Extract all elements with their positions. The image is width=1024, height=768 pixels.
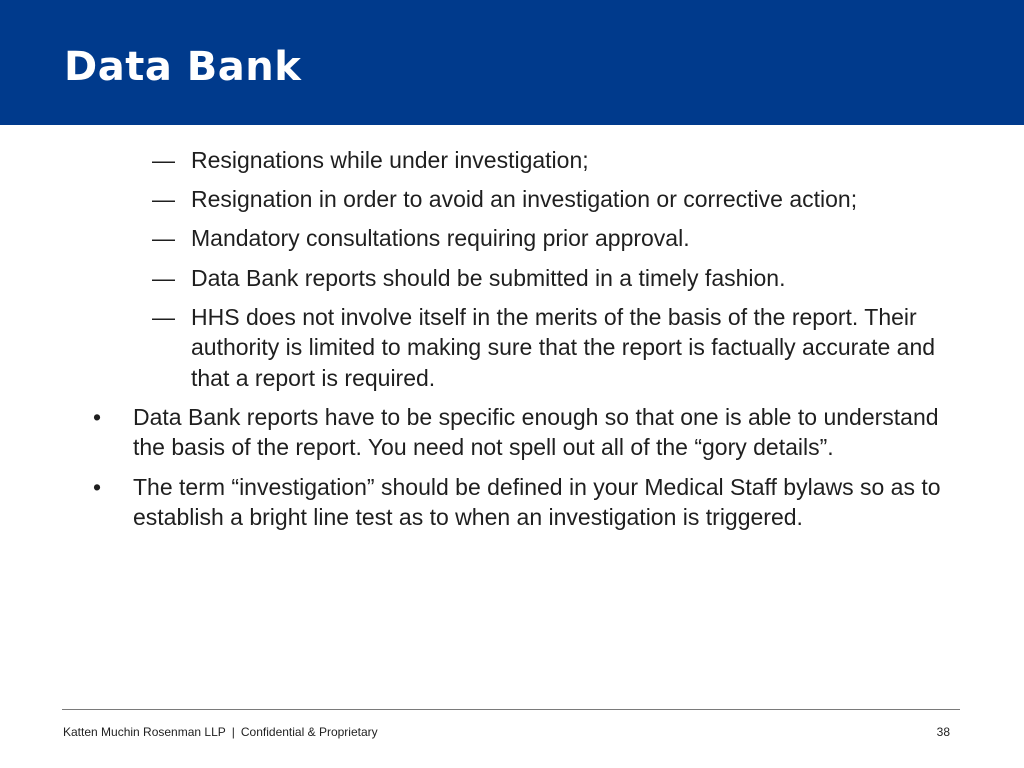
sub-bullet-text: Resignation in order to avoid an investigation or corrective action;	[191, 186, 858, 213]
footer-separator: |	[231, 725, 235, 739]
footer-divider	[62, 709, 960, 710]
bullet-item	[0, 472, 963, 533]
footer	[63, 725, 378, 739]
footer-firm-name: Katten Muchin Rosenman LLP	[63, 725, 226, 739]
sub-bullet-text: Mandatory consultations requiring prior approval.	[191, 225, 690, 252]
dash-marker: —	[152, 186, 175, 213]
sub-bullet-text: Resignations while under investigation;	[191, 147, 589, 173]
bullet-marker: •	[93, 403, 102, 430]
page-number: 38	[936, 725, 950, 739]
sub-bullet-item	[0, 263, 961, 294]
sub-bullet-item	[0, 223, 961, 254]
slide-title: Data Bank	[64, 44, 302, 90]
dash-marker: —	[152, 147, 175, 173]
bullet-marker: •	[93, 473, 102, 500]
sub-bullet-text: Data Bank reports should be submitted in a timely fashion.	[191, 264, 786, 291]
dash-marker: —	[152, 264, 175, 291]
dash-marker: —	[152, 303, 175, 330]
title-bar	[0, 0, 1024, 125]
sub-bullet-item	[0, 302, 961, 394]
sub-bullet-item	[0, 145, 961, 176]
sub-bullet-item	[0, 184, 961, 215]
dash-marker: —	[152, 225, 175, 252]
bullet-item	[0, 402, 963, 463]
bullet-text: Data Bank reports have to be specific enough so that one is able to understand the basis of the report. You need not spell out all of the “gory details”.	[133, 403, 939, 461]
bullet-text: The term “investigation” should be defined in your Medical Staff bylaws so as to establish a bright line test as to when an investigation is triggered.	[133, 473, 941, 531]
footer-confidentiality: Confidential & Proprietary	[240, 725, 378, 739]
sub-bullet-text: HHS does not involve itself in the merits of the basis of the report. Their authority is limited to making sure that the report is factually accurate and that a report is required.	[191, 303, 936, 391]
slide-body	[0, 145, 1024, 542]
